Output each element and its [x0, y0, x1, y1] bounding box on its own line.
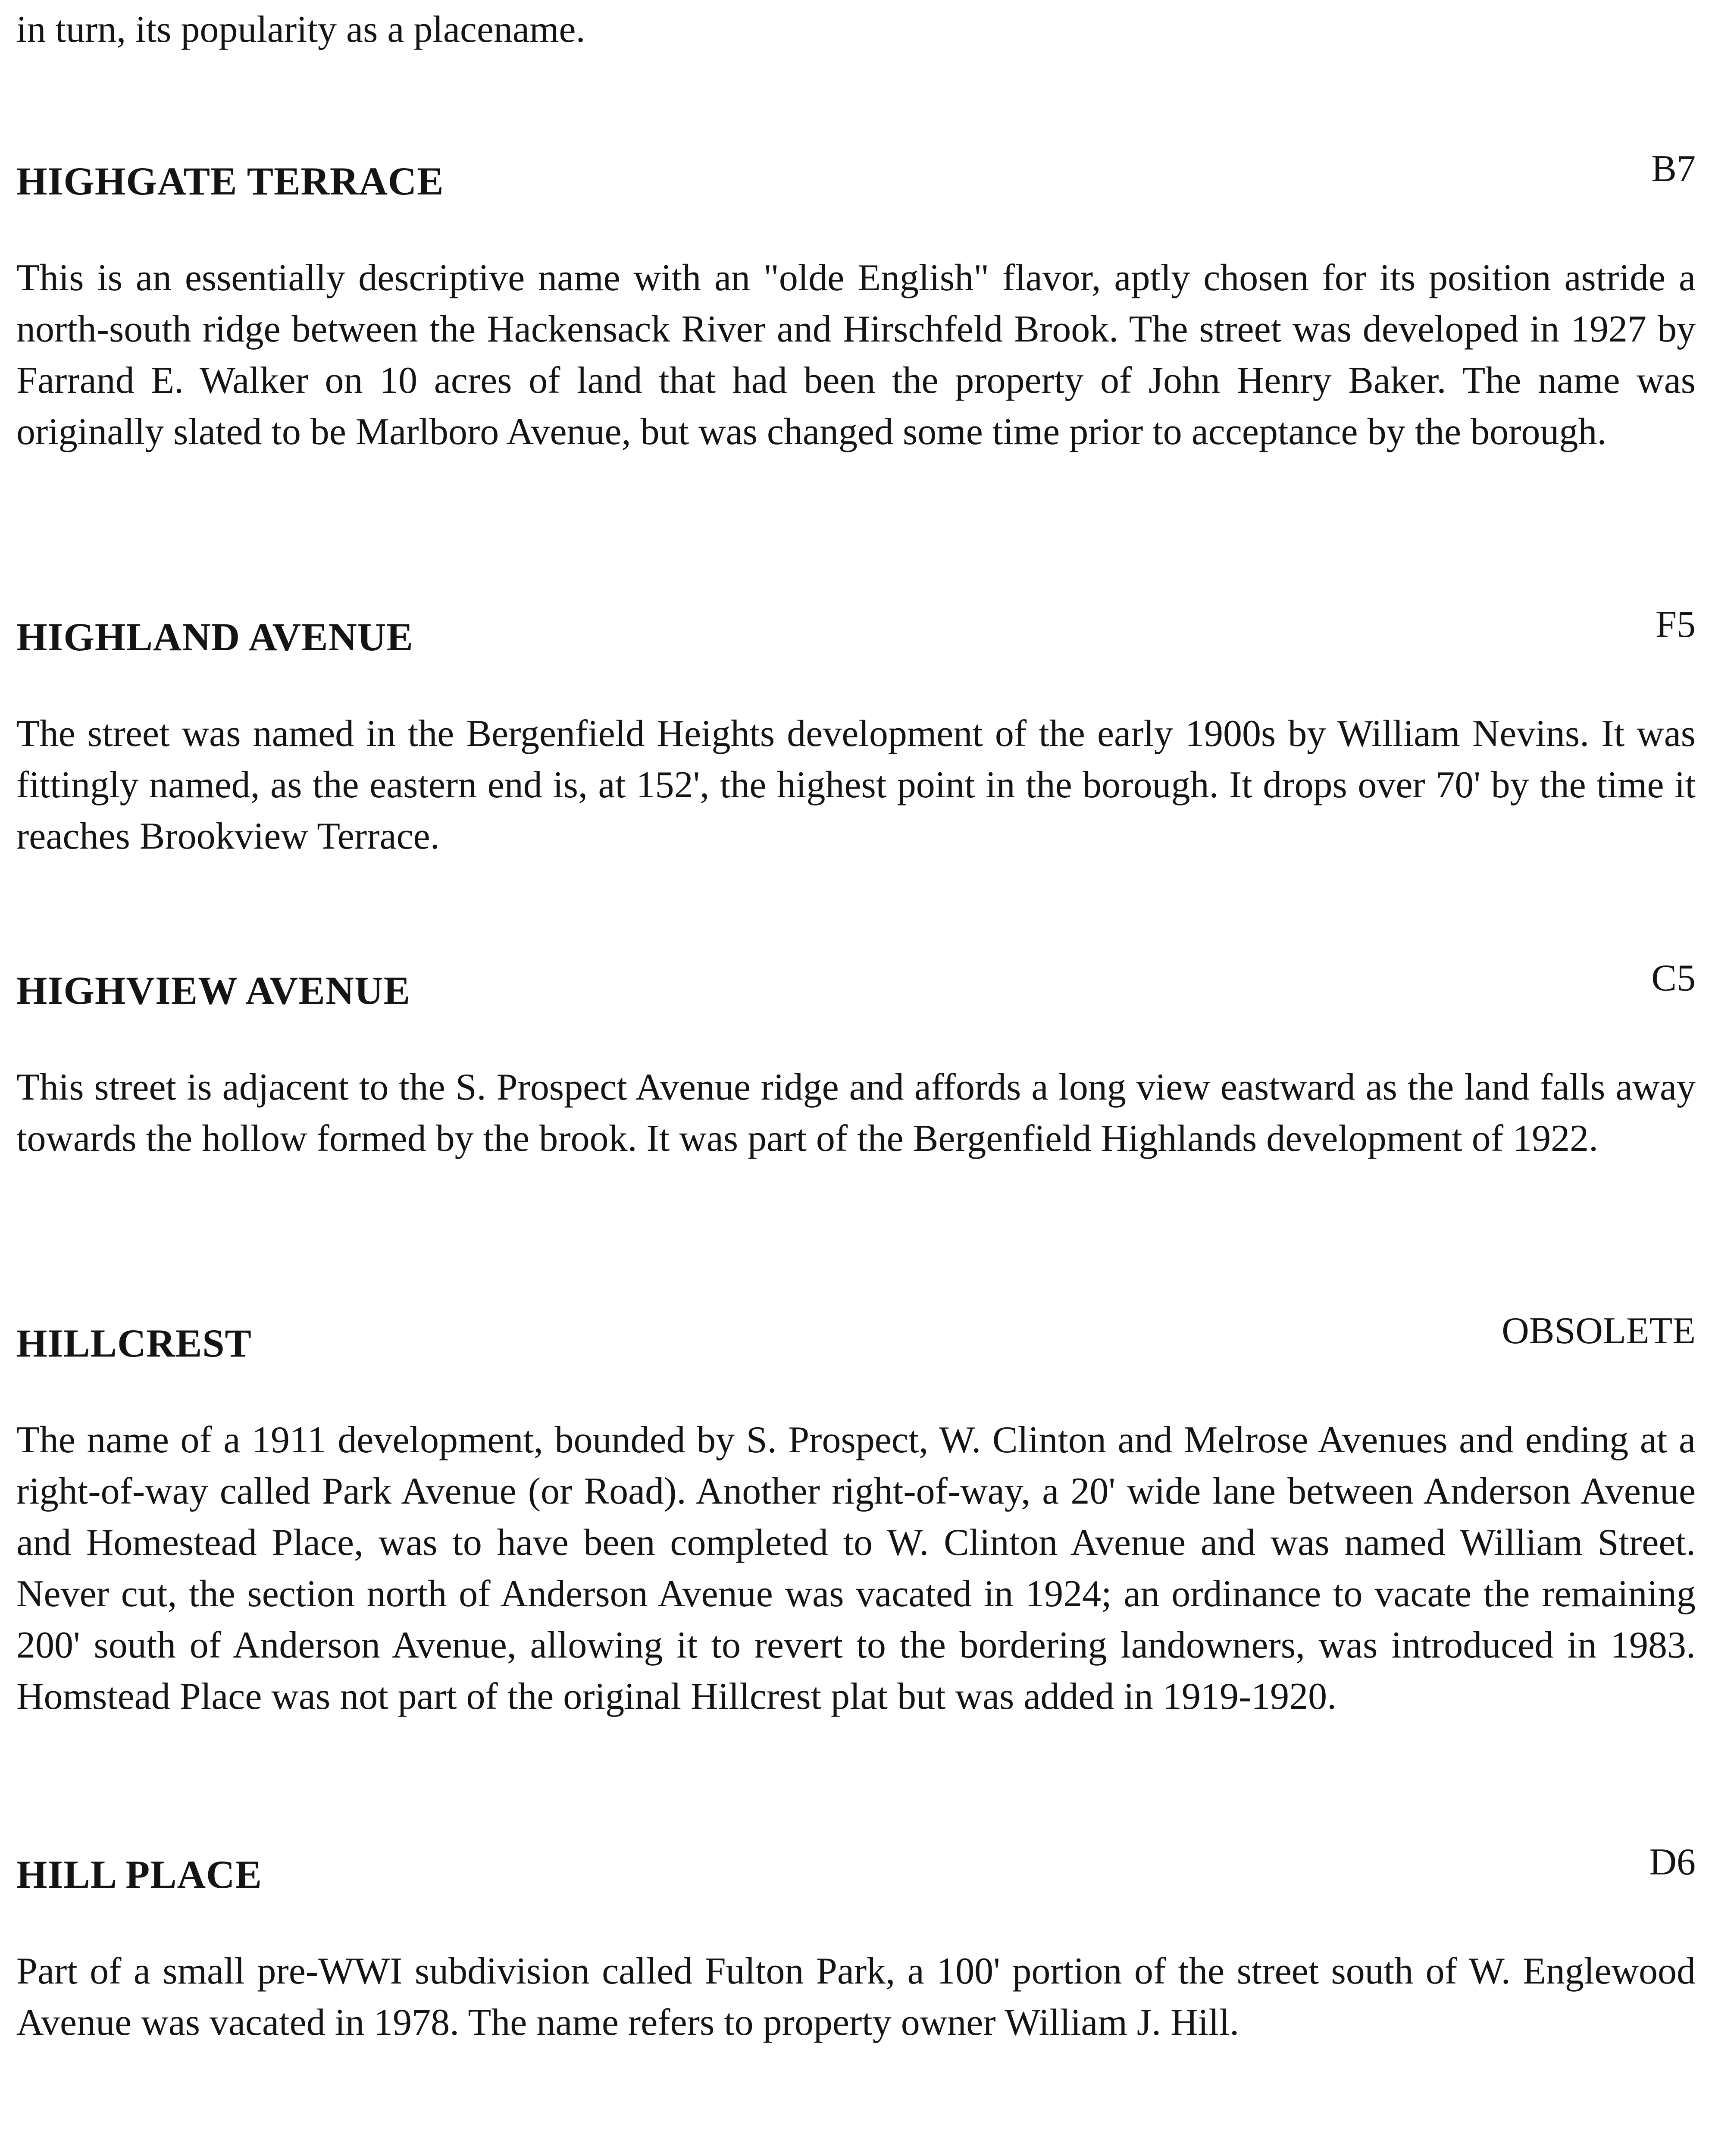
- entry-header: [16, 1310, 1696, 1371]
- entry-header: [16, 957, 1696, 1018]
- street-entry: [16, 1310, 1696, 1722]
- street-entry: [16, 148, 1696, 458]
- street-entry: [16, 604, 1696, 862]
- map-grid-reference: B7: [1651, 148, 1696, 190]
- entry-header: [16, 604, 1696, 665]
- map-grid-reference: C5: [1651, 957, 1696, 999]
- street-entry: [16, 957, 1696, 1164]
- entry-description: This is an essentially descriptive name with an "olde English" flavor, aptly chosen for its position astride a north-south ridge between the Hackensack River and Hirschfeld Brook. The street was developed in 1927 by Farrand E. Walker on 10 acres of land that had been the property of John Henry Baker. The name was originally slated to be Marlboro Avenue, but was changed some time prior to acceptance by the borough.: [16, 257, 1696, 453]
- map-grid-reference: OBSOLETE: [1502, 1310, 1696, 1352]
- entry-description: The name of a 1911 development, bounded by S. Prospect, W. Clinton and Melrose Avenues and ending at a right-of-way called Park Avenue (or Road). Another right-of-way, a 20' wide lane between Anderson Avenue and Homestead Place, was to have been completed to W. Clinton Avenue and was named William Street. Never cut, the section north of Anderson Avenue was vacated in 1924; an ordinance to vacate the remaining 200' south of Anderson Avenue, allowing it to revert to the bordering landowners, was introduced in 1983. Homstead Place was not part of the original Hillcrest plat but was added in 1919-1920.: [16, 1419, 1696, 1717]
- entry-title: HILLCREST: [16, 1321, 252, 1365]
- map-grid-reference: D6: [1649, 1841, 1696, 1883]
- entry-description: The street was named in the Bergenfield Heights development of the early 1900s by William Nevins. It was fittingly named, as the eastern end is, at 152', the highest point in the borough. It drops over 70' by the time it reaches Brookview Terrace.: [16, 713, 1696, 857]
- entry-title: HIGHLAND AVENUE: [16, 615, 413, 659]
- entry-header: [16, 1841, 1696, 1902]
- entry-title: HILL PLACE: [16, 1852, 262, 1896]
- entry-description: Part of a small pre-WWI subdivision called Fulton Park, a 100' portion of the street south of W. Englewood Avenue was vacated in 1978. The name refers to property owner William J. Hill.: [16, 1950, 1696, 2043]
- entry-title: HIGHVIEW AVENUE: [16, 968, 410, 1012]
- entry-title: HIGHGATE TERRACE: [16, 159, 444, 203]
- map-grid-reference: F5: [1656, 604, 1696, 646]
- street-entry: [16, 1841, 1696, 2048]
- entry-description: This street is adjacent to the S. Prospect Avenue ridge and affords a long view eastward as the land falls away towards the hollow formed by the brook. It was part of the Bergenfield Highlands development of 1922.: [16, 1066, 1696, 1159]
- entry-header: [16, 148, 1696, 209]
- intro-text: in turn, its popularity as a placename.: [16, 9, 585, 50]
